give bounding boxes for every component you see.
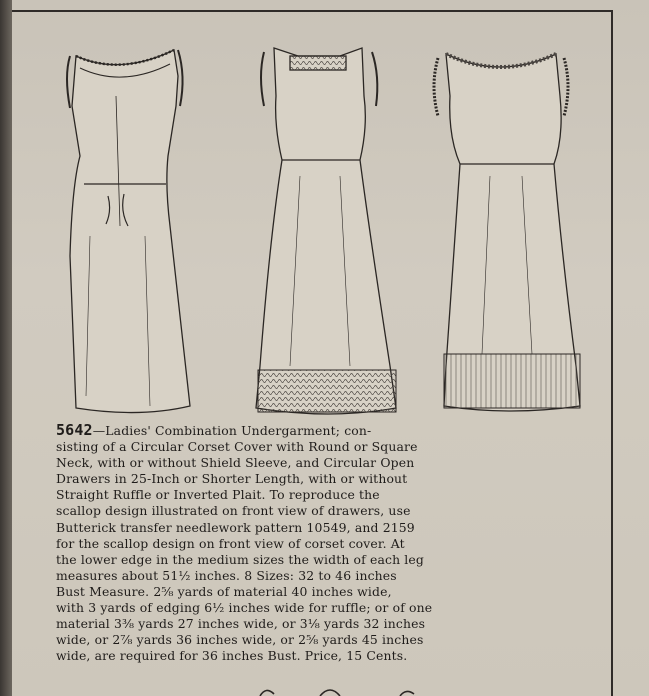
- page-gutter-shadow: [0, 0, 12, 696]
- pattern-number: 5642: [56, 422, 93, 439]
- garment-back-view: [434, 54, 580, 411]
- next-illustration-cutoff: [200, 684, 480, 696]
- description-line: Neck, with or without Shield Sleeve, and Circular Open: [56, 455, 415, 471]
- garment-front-view: [256, 48, 396, 414]
- top-border-rule: [12, 10, 612, 12]
- description-line: Straight Ruffle or Inverted Plait. To reproduce the: [56, 487, 380, 503]
- description-line: wide, are required for 36 inches Bust. Price, 15 Cents.: [56, 648, 408, 664]
- garment-illustrations: [50, 36, 610, 420]
- description-line: for the scallop design on front view of corset cover. At: [56, 535, 405, 551]
- right-border-rule: [611, 10, 613, 696]
- garment-left-view: [67, 50, 190, 413]
- description-line: the lower edge in the medium sizes the width of each leg: [56, 551, 424, 567]
- description-line: measures about 51½ inches. 8 Sizes: 32 to 46 inches: [56, 567, 397, 583]
- description-line: 5642—Ladies' Combination Undergarment; con-: [56, 422, 372, 439]
- description-line: sisting of a Circular Corset Cover with Round or Square: [56, 439, 418, 455]
- description-line: Drawers in 25-Inch or Shorter Length, with or without: [56, 471, 408, 487]
- description-line: scallop design illustrated on front view of drawers, use: [56, 503, 411, 519]
- pattern-description: [56, 422, 602, 664]
- description-line: wide, or 2⅞ yards 36 inches wide, or 2⅝ yards 45 inches: [56, 632, 424, 648]
- description-line: material 3⅜ yards 27 inches wide, or 3⅛ yards 32 inches: [56, 616, 426, 632]
- description-line: Butterick transfer needlework pattern 10549, and 2159: [56, 519, 415, 535]
- description-line: with 3 yards of edging 6½ inches wide for ruffle; or of one: [56, 600, 433, 616]
- description-line: Bust Measure. 2⅝ yards of material 40 inches wide,: [56, 583, 392, 599]
